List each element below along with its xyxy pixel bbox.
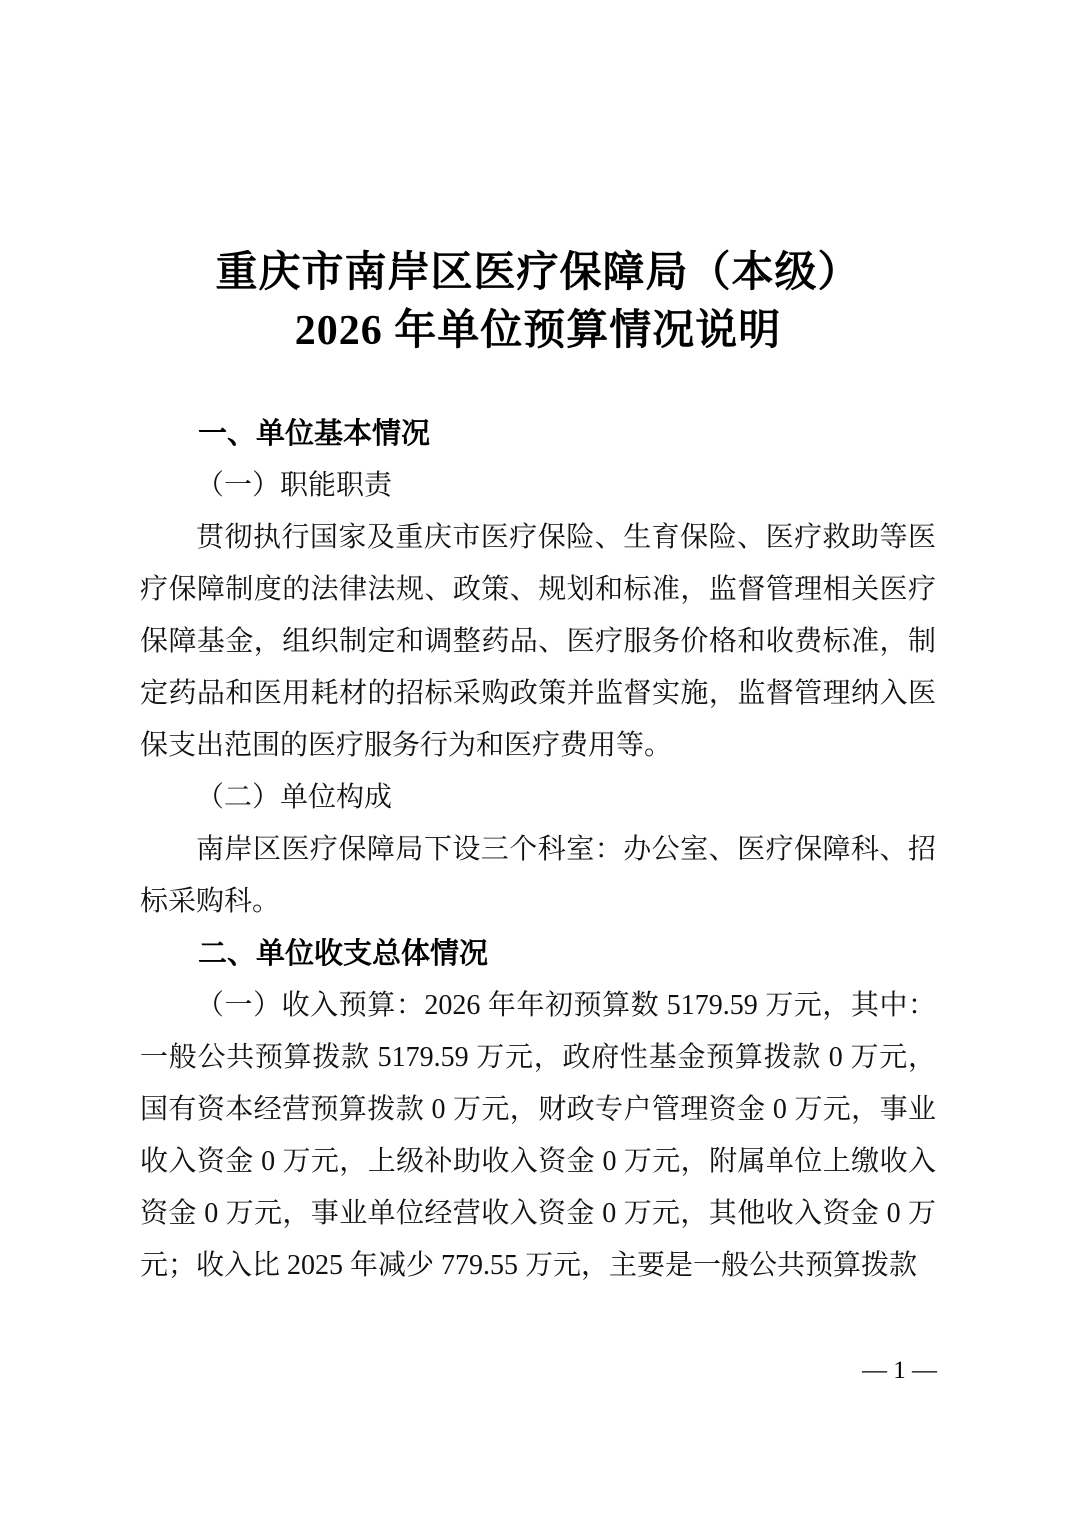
- subsection-heading-composition: （二）单位构成: [196, 782, 393, 813]
- subsection-heading-functions: （一）职能职责: [196, 470, 393, 501]
- paragraph-functions: 贯彻执行国家及重庆市医疗保险、生育保险、医疗救助等医疗保障制度的法律法规、政策、规划和标准，监督管理相关医疗保障基金，组织制定和调整药品、医疗服务价格和收费标准，制定药品和医用耗材的招标采购政策并监督实施，监督管理纳入医保支出范围的医疗服务行为和医疗费用等。: [140, 522, 936, 761]
- document-title-line2: 2026 年单位预算情况说明: [294, 308, 782, 354]
- paragraph-revenue-budget: （一）收入预算：2026 年年初预算数 5179.59 万元，其中：一般公共预算拨款 5179.59 万元，政府性基金预算拨款 0 万元，国有资本经营预算拨款 0 万元，财政专户管理资金 0 万元，事业收入资金 0 万元，上级补助收入资金 0 万元，附属单位上缴收入资金 0 万元，事业单位经营收入资金 0 万元，其他收入资金 0 万元；收入比 2025 年减少 779.55 万元，主要是一般公共预算拨款: [140, 990, 936, 1281]
- document-title-line1: 重庆市南岸区医疗保障局（本级）: [215, 250, 861, 296]
- section-heading-basic-info: 一、单位基本情况: [198, 418, 431, 450]
- document-title: [140, 244, 936, 360]
- paragraph-composition: 南岸区医疗保障局下设三个科室：办公室、医疗保障科、招标采购科。: [140, 834, 936, 917]
- section-heading-revenue-expenditure: 二、单位收支总体情况: [198, 938, 489, 970]
- page-number: — 1 —: [862, 1357, 937, 1384]
